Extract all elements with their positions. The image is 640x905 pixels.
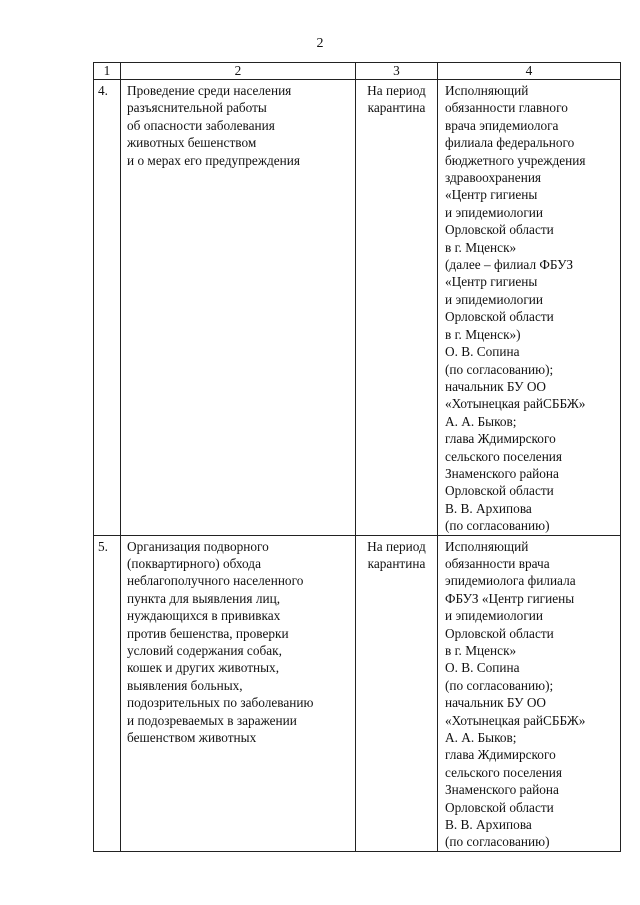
responsible-cell-line: начальник БУ ОО	[445, 695, 547, 711]
responsible-cell-line: сельского поселения	[445, 764, 563, 780]
responsible-cell-line: Знаменского района	[445, 782, 559, 798]
column-header-2: 2	[121, 63, 356, 80]
table-row	[94, 535, 621, 851]
period-cell-line: карантина	[367, 555, 426, 571]
responsible-cell-line: филиала федерального	[445, 135, 575, 151]
measures-table	[93, 62, 621, 852]
activity-cell-line: неблагополучного населенного	[127, 573, 304, 589]
responsible-cell-line: Орловской области	[445, 799, 554, 815]
responsible-cell-line: «Центр гигиены	[445, 187, 538, 203]
activity-cell-line: бешенством животных	[127, 730, 257, 746]
activity-cell-line: против бешенства, проверки	[127, 625, 289, 641]
column-header-1: 1	[94, 63, 121, 80]
activity-cell-line: пункта для выявления лиц,	[127, 590, 281, 606]
responsible-cell-line: Орловской области	[445, 309, 554, 325]
responsible-cell-line: глава Ждимирского	[445, 747, 556, 763]
responsible-cell-line: Знаменского района	[445, 465, 559, 481]
responsible-cell-line: в г. Мценск»)	[445, 326, 521, 342]
responsible-cell-line: начальник БУ ОО	[445, 378, 547, 394]
responsible-cell-line: и эпидемиологии	[445, 291, 544, 307]
activity-cell-line: разъяснительной работы	[127, 100, 267, 116]
responsible-cell-line: «Хотынецкая райСББЖ»	[445, 396, 586, 412]
column-header-4: 4	[438, 63, 621, 80]
activity-cell-line: нуждающихся в прививках	[127, 608, 281, 624]
responsible-cell-line: обязанности главного	[445, 100, 568, 116]
responsible-cell-line: бюджетного учреждения	[445, 152, 586, 168]
responsible-cell-line: эпидемиолога филиала	[445, 573, 576, 589]
responsible-cell-line: в г. Мценск»	[445, 643, 517, 658]
period-cell-line: На период	[367, 538, 426, 554]
responsible-cell-line: (по согласованию)	[445, 518, 550, 534]
responsible-cell-line: Исполняющий	[445, 83, 529, 98]
row-number-cell: 5.	[94, 535, 121, 851]
responsible-cell-line: ФБУЗ «Центр гигиены	[445, 590, 575, 606]
responsible-cell-line: О. В. Сопина	[445, 660, 520, 676]
responsible-cell-line: и эпидемиологии	[445, 608, 544, 624]
period-cell	[356, 535, 438, 851]
column-header-3: 3	[356, 63, 438, 80]
responsible-cell-line: обязанности врача	[445, 555, 550, 571]
activity-cell-line: Проведение среди населения	[127, 83, 292, 98]
responsible-cell-line: Орловской области	[445, 625, 554, 641]
activity-cell-line: животных бешенством	[127, 135, 257, 151]
activity-cell-line: Организация подворного	[127, 538, 269, 554]
responsible-cell-line: сельского поселения	[445, 448, 563, 464]
activity-cell-line: кошек и других животных,	[127, 660, 280, 676]
responsible-cell-line: В. В. Архипова	[445, 500, 532, 516]
table-row	[94, 80, 621, 536]
period-cell	[356, 80, 438, 536]
responsible-cell-line: и эпидемиологии	[445, 204, 544, 220]
responsible-cell-line: (далее – филиал ФБУЗ	[445, 257, 573, 273]
responsible-cell-line: «Хотынецкая райСББЖ»	[445, 712, 586, 728]
responsible-cell	[438, 80, 621, 536]
activity-cell-line: выявления больных,	[127, 677, 243, 693]
responsible-cell-line: Орловской области	[445, 483, 554, 499]
responsible-cell-line: врача эпидемиолога	[445, 117, 559, 133]
responsible-cell-line: «Центр гигиены	[445, 274, 538, 290]
activity-cell-line: об опасности заболевания	[127, 117, 275, 133]
row-number-cell: 4.	[94, 80, 121, 536]
activity-cell-line: условий содержания собак,	[127, 643, 282, 658]
responsible-cell-line: (по согласованию);	[445, 361, 554, 377]
responsible-cell-line: О. В. Сопина	[445, 344, 520, 360]
responsible-cell-line: (по согласованию)	[445, 834, 550, 850]
activity-cell-line: подозрительных по заболеванию	[127, 695, 314, 711]
activity-cell	[121, 535, 356, 851]
responsible-cell-line: А. А. Быков;	[445, 413, 517, 429]
page-number: 2	[316, 36, 324, 51]
responsible-cell-line: Исполняющий	[445, 538, 529, 554]
activity-cell-line: (поквартирного) обхода	[127, 555, 261, 571]
activity-cell-line: и о мерах его предупреждения	[127, 152, 301, 168]
activity-cell-line: и подозреваемых в заражении	[127, 712, 297, 728]
responsible-cell	[438, 535, 621, 851]
activity-cell	[121, 80, 356, 536]
responsible-cell-line: А. А. Быков;	[445, 730, 517, 746]
period-cell-line: На период	[367, 83, 426, 98]
table-header-row	[94, 63, 621, 80]
period-cell-line: карантина	[367, 100, 426, 116]
responsible-cell-line: Орловской области	[445, 222, 554, 238]
responsible-cell-line: В. В. Архипова	[445, 817, 532, 833]
responsible-cell-line: глава Ждимирского	[445, 431, 556, 447]
responsible-cell-line: здравоохранения	[445, 170, 542, 186]
responsible-cell-line: (по согласованию);	[445, 677, 554, 693]
responsible-cell-line: в г. Мценск»	[445, 239, 517, 255]
